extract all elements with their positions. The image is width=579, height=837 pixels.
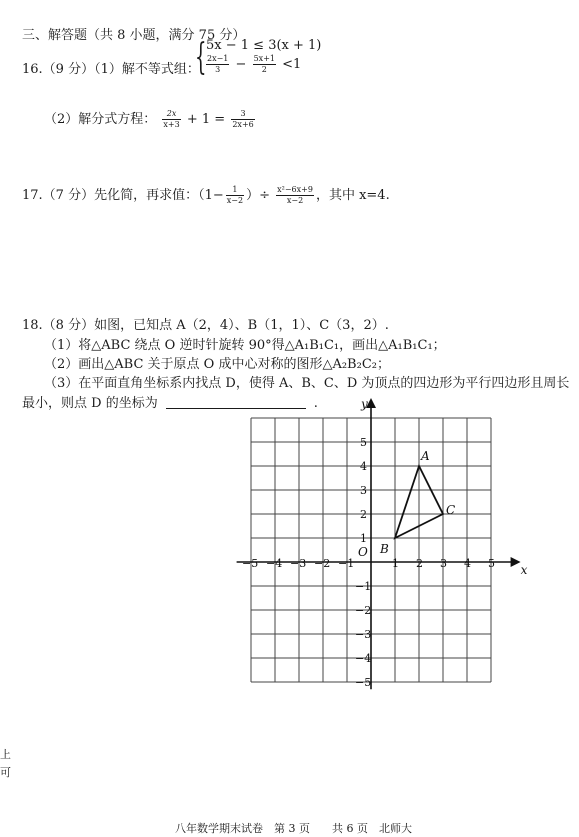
section-title: 三、解答题（共 8 小题，满分 75 分）: [22, 28, 246, 43]
fraction: $\frac{5x+1}{2}$: [253, 54, 275, 74]
x-tick-label: −3: [290, 557, 307, 570]
q18-part3-cont: 最小，则点 D 的坐标为 .: [22, 396, 318, 411]
x-tick-label: 4: [464, 557, 471, 570]
system-brace: {: [195, 37, 207, 78]
fraction: $\frac{\text{x²−6x+9}}{x-2}$: [277, 185, 313, 205]
tick-labels: [242, 397, 528, 689]
q18-part1: （1）将△ABC 绕点 O 逆时针旋转 90°得△A₁B₁C₁，画出△A₁B₁C₁；: [44, 338, 446, 353]
y-tick-label: 3: [360, 484, 367, 497]
q16-inequality-1: 5x − 1 ≤ 3(x + 1): [206, 38, 322, 53]
margin-mark: 上: [0, 748, 11, 761]
q16-inequality-2: $\frac{2x-1}{3}$ − $\frac{5x+1}{2}$ <1: [207, 54, 302, 74]
fraction: $\frac{2x}{x+3}$: [163, 109, 180, 129]
x-tick-label: −1: [338, 557, 355, 570]
y-tick-label: −1: [355, 580, 372, 593]
x-tick-label: −5: [242, 557, 259, 570]
x-tick-label: −2: [314, 557, 331, 570]
fraction: $\frac{1}{x-2}$: [226, 185, 244, 205]
fraction: $\frac{3}{2x+6}$: [232, 109, 254, 129]
q16-part2: （2）解分式方程： $\frac{2x}{x+3}$ + 1 = $\frac{3}{2x+6}$: [44, 109, 254, 129]
y-tick-label: −2: [355, 604, 372, 617]
y-axis-label: y: [361, 397, 368, 411]
y-tick-label: 2: [360, 508, 367, 521]
page-footer: 八年数学期末试卷 第 3 页 共 6 页 北师大: [175, 822, 412, 835]
origin-label: O: [358, 545, 368, 559]
fraction: $\frac{2x-1}{3}$: [207, 54, 229, 74]
x-tick-label: 5: [488, 557, 495, 570]
margin-mark: 可: [0, 766, 11, 779]
point-label: C: [446, 503, 456, 517]
point-label: B: [380, 542, 389, 556]
q18-head: 18.（8 分）如图，已知点 A（2，4）、B（1，1）、C（3，2）.: [22, 318, 389, 333]
point-label: A: [421, 449, 430, 463]
x-axis-label: x: [520, 563, 528, 577]
q18-part2: （2）画出△ABC 关于原点 O 成中心对称的图形△A₂B₂C₂；: [44, 357, 390, 372]
y-tick-label: −3: [355, 628, 372, 641]
y-tick-label: 4: [360, 460, 367, 473]
y-tick-label: 5: [360, 436, 367, 449]
q18-part3: （3）在平面直角坐标系内找点 D，使得 A、B、C、D 为顶点的四边形为平行四边形且周长: [44, 376, 570, 391]
x-tick-label: −4: [266, 557, 283, 570]
q17: 17.（7 分）先化简，再求值：（1− $\frac{1}{x-2}$ ）÷ $\frac{\text{x²−6x+9}}{x-2}$ ，其中 x=4.: [22, 185, 390, 205]
q16-head: 16.（9 分）（1）解不等式组：: [22, 62, 200, 77]
y-tick-label: 1: [360, 532, 367, 545]
x-tick-label: 2: [416, 557, 423, 570]
y-tick-label: −4: [355, 652, 372, 665]
y-tick-label: −5: [355, 676, 372, 689]
x-tick-label: 1: [392, 557, 399, 570]
x-axis-arrow: [511, 557, 521, 567]
x-tick-label: 3: [440, 557, 447, 570]
